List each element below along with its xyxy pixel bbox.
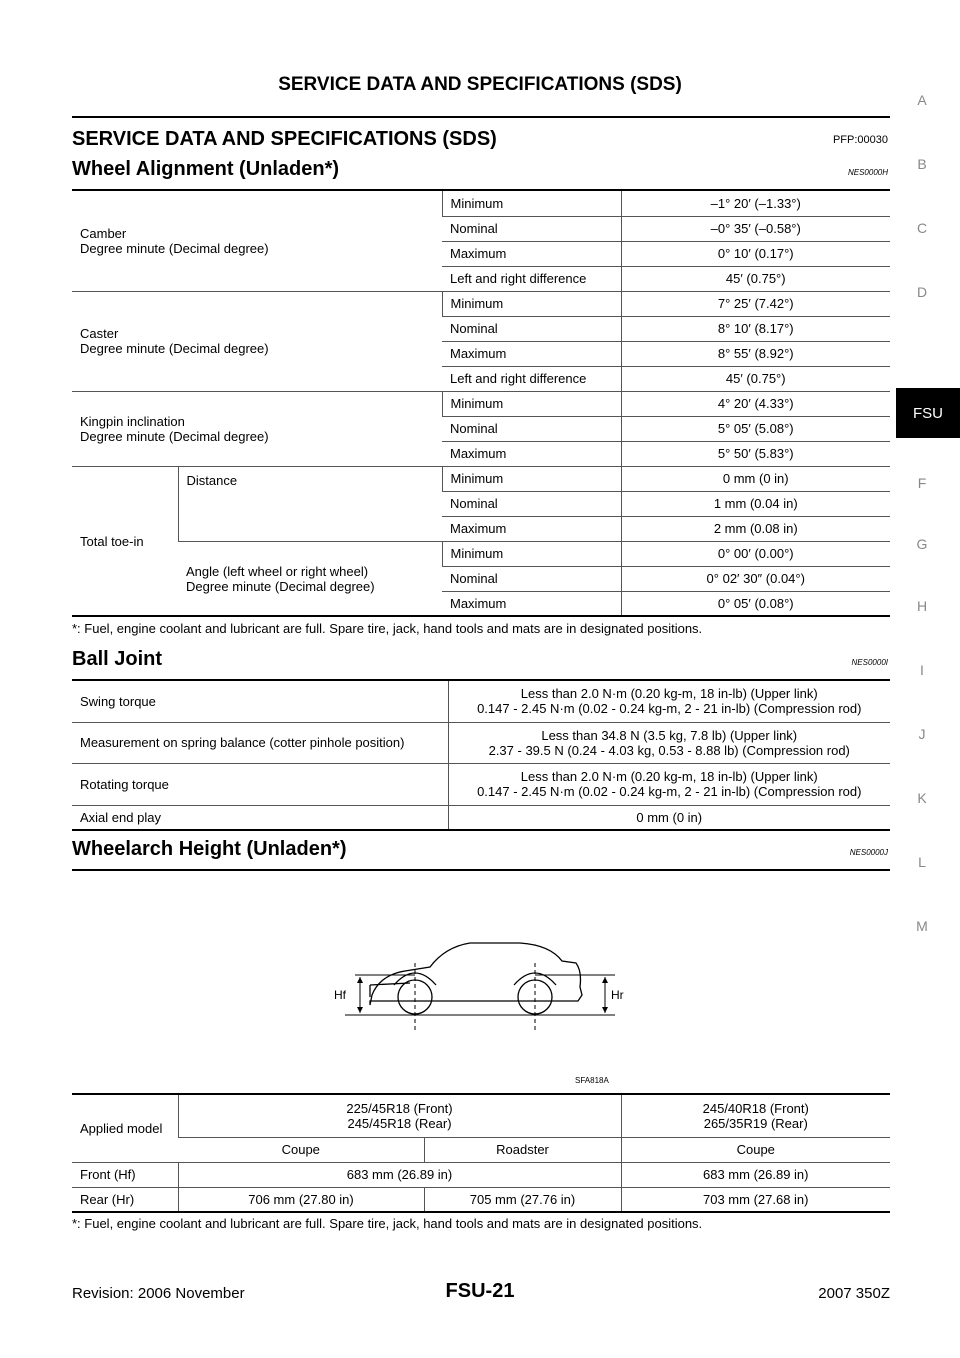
kingpin-nom-label: Nominal	[442, 416, 621, 441]
side-index-h[interactable]: H	[916, 598, 928, 614]
side-index-d[interactable]: D	[916, 284, 928, 300]
page-header: SERVICE DATA AND SPECIFICATIONS (SDS)	[278, 74, 682, 95]
section-title: SERVICE DATA AND SPECIFICATIONS (SDS)	[72, 128, 497, 150]
wheelarch-note: *: Fuel, engine coolant and lubricant are full. Spare tire, jack, hand tools and mats are in designated positions.	[72, 1216, 703, 1231]
tire-spec-a: 225/45R18 (Front) 245/45R18 (Rear)	[178, 1095, 621, 1137]
side-index-k[interactable]: K	[917, 790, 927, 806]
axial-end-play-value: 0 mm (0 in)	[448, 805, 890, 830]
front-hf-value-b: 683 mm (26.89 in)	[621, 1162, 890, 1187]
toe-dist-max-value: 2 mm (0.08 in)	[621, 516, 890, 541]
table-row	[72, 681, 890, 722]
caster-diff-label: Left and right difference	[442, 366, 621, 391]
toe-angle-max-value: 0° 05′ (0.08°)	[621, 591, 890, 616]
side-index-b[interactable]: B	[917, 156, 927, 172]
camber-min-value: –1° 20′ (–1.33°)	[621, 191, 890, 216]
footer-model: 2007 350Z	[818, 1285, 890, 1302]
tire-spec-b: 245/40R18 (Front) 265/35R19 (Rear)	[621, 1095, 890, 1137]
toe-angle-label: Angle (left wheel or right wheel) Degree minute (Decimal degree)	[178, 541, 442, 616]
rotating-torque-value: Less than 2.0 N·m (0.20 kg-m, 18 in-lb) (Upper link) 0.147 - 2.45 N·m (0.02 - 0.24 kg-m, 2 - 21 in-lb) (Compression rod)	[448, 763, 890, 805]
hf-label: Hf	[334, 988, 346, 1002]
side-index-a[interactable]: A	[917, 92, 927, 108]
table-row	[72, 722, 890, 763]
toe-angle-nom-value: 0° 02′ 30″ (0.04°)	[621, 566, 890, 591]
rear-hr-value-b: 705 mm (27.76 in)	[424, 1187, 621, 1212]
footer-page-number: FSU-21	[445, 1280, 515, 1302]
wheel-alignment-table	[72, 191, 890, 617]
side-index-l[interactable]: L	[918, 854, 926, 870]
camber-nom-label: Nominal	[442, 216, 621, 241]
side-index-g[interactable]: G	[916, 536, 928, 552]
caster-diff-value: 45′ (0.75°)	[621, 366, 890, 391]
toe-distance-label: Distance	[178, 466, 442, 541]
rotating-torque-label: Rotating torque	[72, 763, 448, 805]
section-code: PFP:00030	[832, 134, 888, 146]
camber-max-value: 0° 10′ (0.17°)	[621, 241, 890, 266]
caster-min-value: 7° 25′ (7.42°)	[621, 291, 890, 316]
caster-max-label: Maximum	[442, 341, 621, 366]
front-hf-value-a: 683 mm (26.89 in)	[178, 1162, 621, 1187]
toe-label: Total toe-in	[72, 466, 178, 616]
hr-label: Hr	[611, 988, 624, 1002]
caster-nom-label: Nominal	[442, 316, 621, 341]
side-index-j[interactable]: J	[918, 726, 926, 742]
wheelarch-diagram	[330, 935, 630, 1065]
wheelarch-top-rule	[72, 869, 890, 871]
wheel-alignment-note: *: Fuel, engine coolant and lubricant are full. Spare tire, jack, hand tools and mats are in designated positions.	[72, 621, 703, 636]
rear-hr-label: Rear (Hr)	[72, 1187, 178, 1212]
car-outline	[370, 943, 582, 1005]
camber-min-label: Minimum	[442, 191, 621, 216]
model-coupe-a: Coupe	[178, 1137, 424, 1162]
wheel-alignment-title: Wheel Alignment (Unladen*)	[72, 158, 340, 180]
kingpin-max-value: 5° 50′ (5.83°)	[621, 441, 890, 466]
spring-balance-value: Less than 34.8 N (3.5 kg, 7.8 lb) (Upper link) 2.37 - 39.5 N (0.24 - 4.03 kg, 0.53 - 8.88 lb) (Compression rod)	[448, 722, 890, 763]
caster-max-value: 8° 55′ (8.92°)	[621, 341, 890, 366]
wheelarch-code: NES0000J	[849, 848, 888, 857]
swing-torque-label: Swing torque	[72, 681, 448, 722]
model-roadster: Roadster	[424, 1137, 621, 1162]
table-row	[72, 1162, 890, 1187]
table-row	[72, 1187, 890, 1212]
toe-dist-min-value: 0 mm (0 in)	[621, 466, 890, 491]
camber-nom-value: –0° 35′ (–0.58°)	[621, 216, 890, 241]
toe-dist-nom-value: 1 mm (0.04 in)	[621, 491, 890, 516]
side-index-c[interactable]: C	[916, 220, 928, 236]
rear-hr-value-c: 703 mm (27.68 in)	[621, 1187, 890, 1212]
toe-angle-min-label: Minimum	[442, 541, 621, 566]
toe-dist-nom-label: Nominal	[442, 491, 621, 516]
rear-hr-value-a: 706 mm (27.80 in)	[178, 1187, 424, 1212]
applied-model-label: Applied model	[72, 1095, 178, 1162]
diagram-code: SFA818A	[575, 1076, 609, 1085]
ball-joint-title: Ball Joint	[72, 648, 163, 670]
kingpin-min-label: Minimum	[442, 391, 621, 416]
toe-dist-max-label: Maximum	[442, 516, 621, 541]
ball-joint-table	[72, 681, 890, 831]
table-row	[72, 763, 890, 805]
model-coupe-b: Coupe	[621, 1137, 890, 1162]
wheel-alignment-code: NES0000H	[847, 168, 888, 177]
caster-min-label: Minimum	[442, 291, 621, 316]
swing-torque-value: Less than 2.0 N·m (0.20 kg-m, 18 in-lb) (Upper link) 0.147 - 2.45 N·m (0.02 - 0.24 kg-m, 2 - 21 in-lb) (Compression rod)	[448, 681, 890, 722]
table-bottom-rule	[72, 615, 890, 617]
kingpin-nom-value: 5° 05′ (5.08°)	[621, 416, 890, 441]
kingpin-min-value: 4° 20′ (4.33°)	[621, 391, 890, 416]
footer-revision: Revision: 2006 November	[72, 1285, 245, 1302]
header-rule	[72, 116, 890, 118]
camber-max-label: Maximum	[442, 241, 621, 266]
toe-angle-max-label: Maximum	[442, 591, 621, 616]
table-row	[72, 805, 890, 830]
ball-joint-code: NES0000I	[851, 658, 888, 667]
kingpin-label: Kingpin inclination Degree minute (Decimal degree)	[72, 391, 442, 466]
wheelarch-table	[72, 1095, 890, 1213]
toe-angle-min-value: 0° 00′ (0.00°)	[621, 541, 890, 566]
side-index-m[interactable]: M	[916, 918, 928, 934]
camber-diff-value: 45′ (0.75°)	[621, 266, 890, 291]
toe-dist-min-label: Minimum	[442, 466, 621, 491]
toe-angle-nom-label: Nominal	[442, 566, 621, 591]
spring-balance-label: Measurement on spring balance (cotter pinhole position)	[72, 722, 448, 763]
camber-label: Camber Degree minute (Decimal degree)	[72, 191, 442, 291]
front-hf-label: Front (Hf)	[72, 1162, 178, 1187]
caster-nom-value: 8° 10′ (8.17°)	[621, 316, 890, 341]
camber-diff-label: Left and right difference	[442, 266, 621, 291]
wheelarch-title: Wheelarch Height (Unladen*)	[72, 838, 347, 860]
caster-label: Caster Degree minute (Decimal degree)	[72, 291, 442, 391]
side-index-f[interactable]: F	[917, 475, 927, 491]
side-index-fsu[interactable]: FSU	[896, 388, 960, 438]
side-index-i[interactable]: I	[920, 662, 924, 678]
car-body-lower	[370, 983, 410, 997]
kingpin-max-label: Maximum	[442, 441, 621, 466]
axial-end-play-label: Axial end play	[72, 805, 448, 830]
